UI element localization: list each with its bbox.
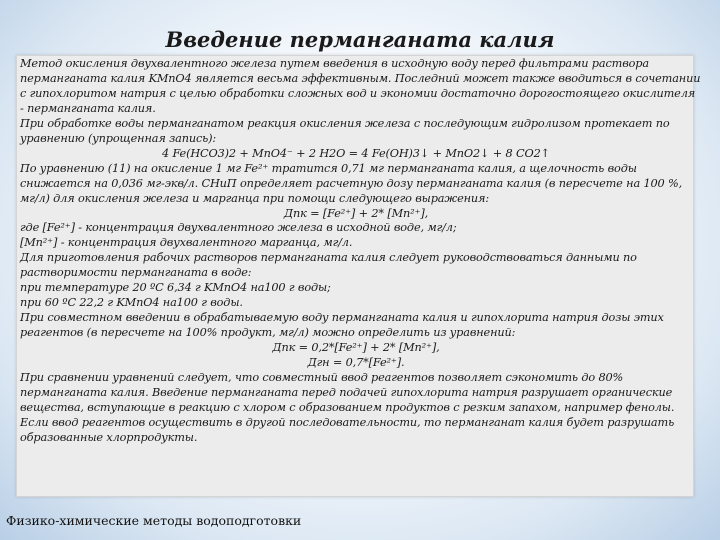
text-line: вещества, вступающие в реакцию с хлором с образованием продуктов с резким запахом, например фенолы. bbox=[20, 400, 675, 414]
text-line: уравнению (упрощенная запись): bbox=[20, 131, 217, 145]
text-line: образованные хлорпродукты. bbox=[20, 430, 198, 444]
dose-formula-combined: Дпк = 0,2*[Fe²⁺] + 2* [Mn²⁺], bbox=[272, 341, 440, 355]
text-line: - перманганата калия. bbox=[20, 101, 156, 115]
text-line: перманганата калия KMnO4 является весьма эффективным. Последний может также вводиться в сочетании bbox=[20, 71, 701, 85]
text-line: при температуре 20 ºС 6,34 г KMnO4 на100 г воды; bbox=[20, 281, 331, 295]
slide-footer: Физико-химические методы водоподготовки bbox=[6, 513, 302, 528]
text-line: где [Fe²⁺] - концентрация двухвалентного железа в исходной воде, мг/л; bbox=[20, 221, 457, 235]
slide-title: Введение перманганата калия bbox=[165, 27, 555, 52]
text-line: растворимости перманганата в воде: bbox=[20, 266, 252, 280]
text-line: Метод окисления двухвалентного железа путем введения в исходную воду перед фильтрами раствора bbox=[20, 57, 649, 70]
text-line: реагентов (в пересчете на 100% продукт, мг/л) можно определить из уравнений: bbox=[20, 326, 516, 340]
text-line: [Mn²⁺] - концентрация двухвалентного марганца, мг/л. bbox=[20, 236, 353, 250]
text-line: с гипохлоритом натрия с целью обработки сложных вод и экономии достаточно дорогостоящего окислителя bbox=[20, 86, 696, 100]
text-line: снижается на 0,036 мг-экв/л. СНиП определяет расчетную дозу перманганата калия (в пересчете на 100 %, bbox=[20, 176, 683, 190]
dose-formula: Дпк = [Fe²⁺] + 2* [Mn²⁺], bbox=[283, 206, 429, 220]
text-line: Для приготовления рабочих растворов перманганата калия следует руководствоваться данными по bbox=[20, 251, 637, 265]
text-line: При совместном введении в обрабатываемую воду перманганата калия и гипохлорита натрия дозы этих bbox=[20, 311, 664, 325]
text-line: мг/л) для окисления железа и марганца при помощи следующего выражения: bbox=[20, 191, 490, 205]
slide-body bbox=[20, 57, 701, 446]
text-line: При сравнении уравнений следует, что совместный ввод реагентов позволяет сэкономить до 80% bbox=[20, 371, 624, 385]
reaction-equation: 4 Fe(HCO3)2 + MnO4⁻ + 2 H2O = 4 Fe(OH)3↓ + MnO2↓ + 8 CO2↑ bbox=[161, 146, 550, 160]
text-line: При обработке воды перманганатом реакция окисления железа с последующим гидролизом протекает по bbox=[20, 116, 670, 130]
text-line: при 60 ºС 22,2 г KMnO4 на100 г воды. bbox=[20, 296, 243, 310]
text-line: По уравнению (11) на окисление 1 мг Fe²⁺ тратится 0,71 мг перманганата калия, а щелочность воды bbox=[20, 161, 637, 175]
text-line: Если ввод реагентов осуществить в другой последовательности, то перманганат калия будет разрушать bbox=[20, 415, 675, 429]
dose-formula-hypochlorite: Дгн = 0,7*[Fe²⁺]. bbox=[307, 356, 405, 370]
text-line: перманганата калия. Введение перманганата перед подачей гипохлорита натрия разрушает органические bbox=[20, 385, 673, 399]
